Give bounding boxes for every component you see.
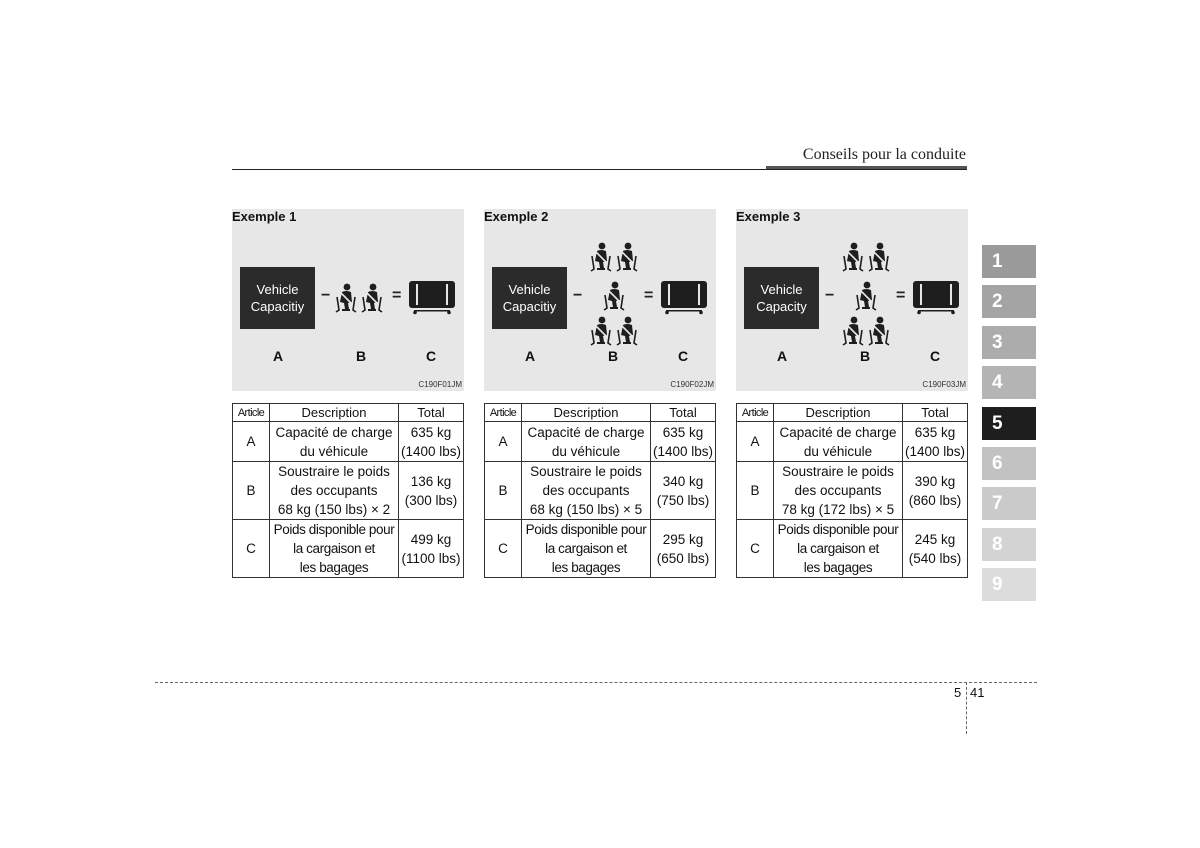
- article-cell: B: [737, 462, 774, 520]
- total-cell: [903, 520, 968, 578]
- description-cell: [270, 422, 399, 462]
- label-b: B: [356, 348, 367, 364]
- equals-sign: =: [896, 287, 906, 304]
- example-table: [232, 403, 464, 578]
- description-line: Capacité de charge: [779, 424, 897, 440]
- total-line: (540 lbs): [908, 550, 962, 566]
- example-figure: [232, 209, 464, 391]
- description-line: Poids disponible pour: [525, 522, 647, 537]
- chapter-tab-9[interactable]: 9: [982, 568, 1036, 601]
- label-c: C: [930, 348, 941, 364]
- vehicle-capacity-box: [240, 267, 315, 329]
- vehicle-capacity-line: Vehicle: [508, 282, 551, 297]
- description-line: du véhicule: [551, 443, 621, 459]
- vehicle-capacity-box: [492, 267, 567, 329]
- vehicle-capacity-line: Capacitiy: [250, 299, 305, 314]
- description-line: 68 kg (150 lbs) × 5: [529, 502, 643, 517]
- description-cell: [270, 520, 399, 578]
- article-cell: C: [485, 520, 522, 578]
- description-line: du véhicule: [299, 443, 369, 459]
- total-line: (650 lbs): [656, 550, 710, 566]
- description-line: la cargaison et: [293, 541, 375, 556]
- chapter-tab-8[interactable]: 8: [982, 528, 1036, 561]
- description-line: Soustraire le poids: [278, 464, 390, 479]
- running-header: Conseils pour la conduite: [802, 146, 966, 163]
- chapter-tab-2[interactable]: 2: [982, 285, 1036, 318]
- header-total: Total: [399, 404, 464, 422]
- table-row: [233, 520, 464, 578]
- total-line: 635 kg: [914, 424, 956, 440]
- figure-code: C190F03JM: [922, 380, 966, 389]
- total-line: 295 kg: [662, 531, 704, 547]
- article-cell: C: [233, 520, 270, 578]
- total-cell: [903, 462, 968, 520]
- vehicle-capacity-line: Capacity: [756, 299, 807, 314]
- description-cell: [774, 422, 903, 462]
- header-article: Article: [737, 404, 774, 422]
- total-line: (1400 lbs): [904, 443, 966, 459]
- description-line: Soustraire le poids: [782, 464, 894, 479]
- description-line: les bagages: [803, 560, 873, 575]
- description-line: Poids disponible pour: [777, 522, 899, 537]
- seatbelt-person-icon: [614, 242, 640, 272]
- cargo-box-icon: [660, 279, 708, 315]
- vehicle-capacity-box: [744, 267, 819, 329]
- example-title: Exemple 3: [736, 209, 801, 224]
- seatbelt-person-icon: [601, 281, 627, 311]
- equals-sign: =: [392, 287, 402, 304]
- label-a: A: [273, 348, 284, 364]
- total-cell: [399, 462, 464, 520]
- seatbelt-person-icon: [840, 242, 866, 272]
- example-block: [232, 209, 464, 575]
- table-row: [485, 462, 716, 520]
- seatbelt-person-icon: [853, 281, 879, 311]
- header-description: Description: [774, 404, 903, 422]
- description-cell: [270, 462, 399, 520]
- figure-code: C190F01JM: [418, 380, 462, 389]
- header-description: Description: [522, 404, 651, 422]
- total-line: 635 kg: [662, 424, 704, 440]
- description-line: la cargaison et: [797, 541, 879, 556]
- footer-rule: [155, 682, 1037, 683]
- total-line: (1100 lbs): [401, 550, 461, 566]
- example-table: [736, 403, 968, 578]
- description-line: la cargaison et: [545, 541, 627, 556]
- label-b: B: [860, 348, 871, 364]
- total-cell: [399, 520, 464, 578]
- description-line: Capacité de charge: [527, 424, 645, 440]
- chapter-tab-6[interactable]: 6: [982, 447, 1036, 480]
- chapter-tab-5[interactable]: 5: [982, 407, 1036, 440]
- example-block: [736, 209, 968, 575]
- total-line: (750 lbs): [656, 492, 710, 508]
- example-figure: [484, 209, 716, 391]
- chapter-tab-7[interactable]: 7: [982, 487, 1036, 520]
- table-row: [233, 462, 464, 520]
- minus-sign: −: [321, 287, 331, 304]
- seatbelt-person-icon: [588, 242, 614, 272]
- header-description: Description: [270, 404, 399, 422]
- description-line: 68 kg (150 lbs) × 2: [277, 502, 391, 517]
- total-line: 390 kg: [914, 473, 956, 489]
- description-line: Capacité de charge: [275, 424, 393, 440]
- description-line: des occupants: [290, 483, 378, 498]
- total-line: 340 kg: [662, 473, 704, 489]
- total-line: 136 kg: [410, 473, 452, 489]
- description-line: Poids disponible pour: [273, 522, 395, 537]
- chapter-tab-3[interactable]: 3: [982, 326, 1036, 359]
- article-cell: C: [737, 520, 774, 578]
- chapter-tab-4[interactable]: 4: [982, 366, 1036, 399]
- table-row: [737, 422, 968, 462]
- description-cell: [774, 462, 903, 520]
- description-line: 78 kg (172 lbs) × 5: [781, 502, 895, 517]
- seatbelt-person-icon: [866, 316, 892, 346]
- page-number: 41: [970, 685, 985, 700]
- seatbelt-person-icon: [840, 316, 866, 346]
- example-table: [484, 403, 716, 578]
- example-figure: [736, 209, 968, 391]
- description-line: des occupants: [794, 483, 882, 498]
- equals-sign: =: [644, 287, 654, 304]
- table-row: [485, 422, 716, 462]
- table-row: [485, 520, 716, 578]
- seatbelt-person-icon: [866, 242, 892, 272]
- total-cell: [651, 462, 716, 520]
- vehicle-capacity-line: Vehicle: [760, 282, 803, 297]
- seatbelt-person-icon: [588, 316, 614, 346]
- label-a: A: [777, 348, 788, 364]
- description-cell: [522, 462, 651, 520]
- total-cell: [651, 520, 716, 578]
- example-block: [484, 209, 716, 575]
- label-a: A: [525, 348, 536, 364]
- seatbelt-person-icon: [333, 283, 359, 313]
- article-cell: B: [233, 462, 270, 520]
- total-line: (1400 lbs): [400, 443, 462, 459]
- description-cell: [522, 422, 651, 462]
- description-line: les bagages: [299, 560, 369, 575]
- total-line: 245 kg: [914, 531, 956, 547]
- example-title: Exemple 2: [484, 209, 549, 224]
- footer-divider: [966, 682, 967, 734]
- article-cell: B: [485, 462, 522, 520]
- header-total: Total: [903, 404, 968, 422]
- description-line: les bagages: [551, 560, 621, 575]
- description-line: Soustraire le poids: [530, 464, 642, 479]
- figure-code: C190F02JM: [670, 380, 714, 389]
- article-cell: A: [233, 422, 270, 462]
- header-article: Article: [485, 404, 522, 422]
- article-cell: A: [737, 422, 774, 462]
- label-c: C: [678, 348, 689, 364]
- total-line: 635 kg: [410, 424, 452, 440]
- minus-sign: −: [825, 287, 835, 304]
- total-cell: [903, 422, 968, 462]
- cargo-box-icon: [912, 279, 960, 315]
- header-article: Article: [233, 404, 270, 422]
- example-title: Exemple 1: [232, 209, 297, 224]
- description-line: du véhicule: [803, 443, 873, 459]
- table-row: [737, 520, 968, 578]
- vehicle-capacity-line: Capacitiy: [502, 299, 557, 314]
- header-total: Total: [651, 404, 716, 422]
- total-line: (1400 lbs): [652, 443, 714, 459]
- total-cell: [651, 422, 716, 462]
- label-c: C: [426, 348, 437, 364]
- total-line: (860 lbs): [908, 492, 962, 508]
- description-cell: [774, 520, 903, 578]
- total-line: 499 kg: [410, 531, 452, 547]
- chapter-tab-1[interactable]: 1: [982, 245, 1036, 278]
- table-row: [737, 462, 968, 520]
- total-cell: [399, 422, 464, 462]
- vehicle-capacity-line: Vehicle: [256, 282, 299, 297]
- article-cell: A: [485, 422, 522, 462]
- description-cell: [522, 520, 651, 578]
- page-section-number: 5: [954, 685, 962, 700]
- table-row: [233, 422, 464, 462]
- description-line: des occupants: [542, 483, 630, 498]
- seatbelt-person-icon: [359, 283, 385, 313]
- header-rule: [232, 169, 967, 170]
- total-line: (300 lbs): [404, 492, 458, 508]
- seatbelt-person-icon: [614, 316, 640, 346]
- label-b: B: [608, 348, 619, 364]
- minus-sign: −: [573, 287, 583, 304]
- cargo-box-icon: [408, 279, 456, 315]
